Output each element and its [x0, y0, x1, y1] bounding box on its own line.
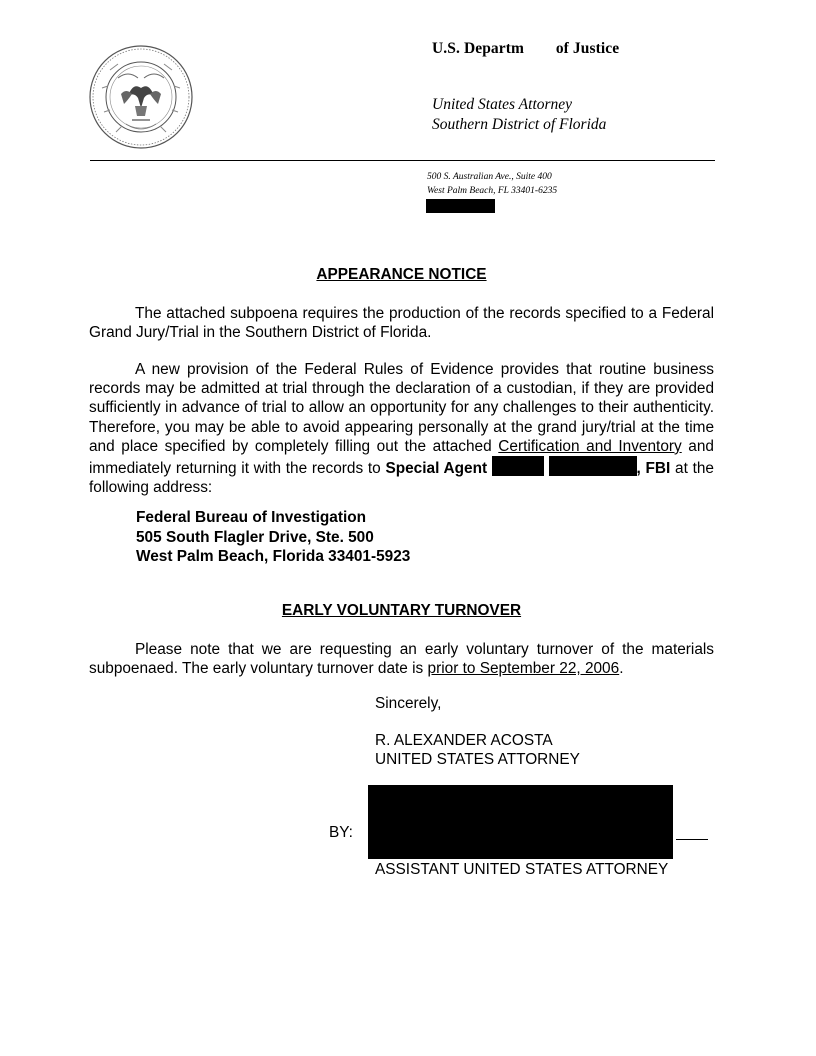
- redaction-block: [492, 456, 544, 476]
- turnover-date: prior to September 22, 2006: [427, 660, 620, 678]
- redaction-block: [549, 456, 637, 476]
- turnover-end-text: .: [619, 660, 624, 678]
- early-turnover-heading: EARLY VOLUNTARY TURNOVER: [281, 602, 522, 619]
- department-seal-icon: [88, 44, 194, 150]
- department-title: U.S. Departm of Justice: [432, 40, 620, 57]
- subpoena-paragraph: [89, 304, 714, 342]
- certification-inventory-link: Certification and Inventory: [498, 437, 682, 455]
- signature-line: [676, 839, 708, 840]
- office-name: United States Attorney: [432, 96, 573, 113]
- evidence-rules-text: A new provision of the Federal Rules of Evidence provides that routine business records may be admitted at trial through the declaration of a custodian, if they are provided sufficiently in advance of trial to allow an opportunity for any challenges to their authenticity. Therefore, you may be able to avoid appearing personally at the grand jury/trial at the time and place specified by completely filling out the attached: [89, 361, 714, 455]
- address-intro-text: at the following address:: [89, 460, 714, 497]
- appearance-notice-heading: APPEARANCE NOTICE: [316, 266, 487, 283]
- redaction-block: [426, 199, 495, 213]
- signer-name: R. ALEXANDER ACOSTA: [375, 732, 553, 749]
- header-divider: [90, 160, 715, 161]
- fbi-address-line: Federal Bureau of Investigation: [136, 509, 367, 526]
- fbi-address-line: West Palm Beach, Florida 33401-5923: [136, 548, 411, 565]
- early-turnover-text: Please note that we are requesting an early voluntary turnover of the materials subpoenaed. The early voluntary turnover date is: [89, 641, 714, 678]
- fbi-address-line: 505 South Flagler Drive, Ste. 500: [136, 528, 374, 546]
- office-address-city: West Palm Beach, FL 33401-6235: [427, 186, 558, 196]
- early-turnover-paragraph: [89, 640, 714, 678]
- by-label: BY:: [329, 824, 353, 841]
- signature-redaction-block: [368, 785, 673, 859]
- assistant-attorney-title: ASSISTANT UNITED STATES ATTORNEY: [375, 861, 669, 878]
- evidence-rules-paragraph: [89, 360, 714, 497]
- special-agent-label: Special Agent: [385, 460, 488, 478]
- signer-title: UNITED STATES ATTORNEY: [375, 751, 580, 768]
- office-district: Southern District of Florida: [432, 116, 607, 133]
- return-instructions-text: and immediately returning it with the records to: [89, 437, 714, 478]
- office-address-street: 500 S. Australian Ave., Suite 400: [427, 172, 552, 182]
- fbi-address-block: [136, 508, 410, 567]
- closing-salutation: Sincerely,: [375, 695, 442, 712]
- fbi-label: , FBI: [636, 460, 671, 478]
- subpoena-text: The attached subpoena requires the production of the records specified to a Federal Grand Jury/Trial in the Southern District of Florida.: [89, 305, 714, 342]
